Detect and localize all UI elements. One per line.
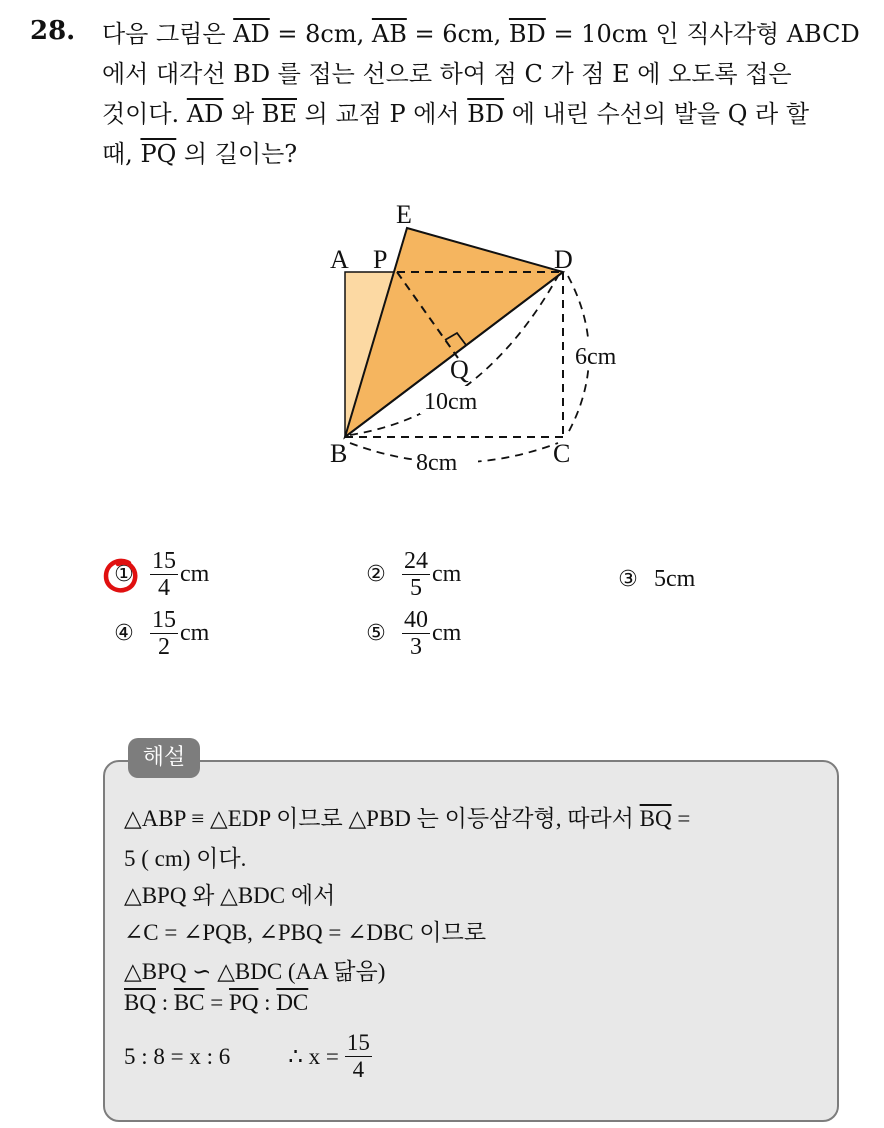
solution-tag: 해설: [128, 738, 200, 778]
question-number: 28.: [30, 16, 76, 46]
question-line-3: 것이다. $\overline{AD}$ 와 $\overline{BE}$ 의 교점 P 에서 $\overline{BD}$ 에 내린 수선의 발을 Q 라 할: [102, 100, 810, 128]
dimension-dc: 6cm: [575, 344, 617, 370]
solution-line-6: $\overline{BQ}$ : $\overline{BC} = \overline{PQ}$ : $\overline{DC}$: [124, 990, 309, 1015]
label-p: P: [373, 245, 388, 274]
solution-fraction: $\frac{15}{4}$: [346, 1030, 370, 1082]
question-line-2: 에서 대각선 BD 를 접는 선으로 하여 점 C 가 점 E 에 오도록 접은: [102, 60, 792, 88]
choice-fraction: $\frac{15}{4}$: [152, 548, 176, 601]
geometry-figure: [300, 190, 660, 490]
choice-number: ①: [114, 561, 134, 587]
label-d: D: [554, 245, 573, 274]
solution-line-7: 5 : 8 = x : 6 ∴ x = $\frac{15}{4}$: [124, 1030, 370, 1082]
question-text: [102, 14, 872, 174]
choice-fraction: $\frac{24}{5}$: [404, 548, 428, 601]
choice-fraction: $\frac{15}{2}$: [152, 607, 176, 660]
solution-line-3: △BPQ 와 △BDC 에서: [124, 883, 336, 908]
solution-line-2: 5 ( cm) 이다.: [124, 846, 247, 871]
answer-mark-circle: [101, 556, 141, 596]
solution-line-1: △ABP ≡ △EDP 이므로 △PBD 는 이등삼각형, 따라서 $\overline{BQ}$ =: [124, 806, 691, 831]
choice-number: ②: [366, 561, 386, 587]
rectangle-fold-diagram: [300, 190, 660, 490]
label-e: E: [396, 200, 412, 229]
choice-number: ③: [618, 566, 638, 592]
choice-number: ⑤: [366, 620, 386, 646]
choice-2[interactable]: ② $\frac{24}{5}$ cm: [364, 548, 461, 601]
question-line-1: 다음 그림은 $\overline{AD} = 8cm$, $\overline{AB} = 6cm$, $\overline{BD} = 10cm$ 인 직사각형 ABCD: [102, 20, 860, 48]
label-c: C: [553, 439, 571, 468]
question-line-4: 때, $\overline{PQ}$ 의 길이는?: [102, 140, 298, 168]
solution-line-5: △BPQ ∽ △BDC (AA 닮음): [124, 959, 386, 984]
choice-3[interactable]: ③ 5cm: [616, 566, 695, 593]
dimension-bc: 8cm: [416, 450, 458, 476]
choice-fraction: $\frac{40}{3}$: [404, 607, 428, 660]
choice-number: ④: [114, 620, 134, 646]
dimension-bd: 10cm: [424, 389, 478, 415]
label-b: B: [330, 439, 348, 468]
label-q: Q: [450, 355, 469, 384]
solution-line-4: ∠C = ∠PQB, ∠PBQ = ∠DBC 이므로: [124, 920, 487, 945]
choice-4[interactable]: ④ $\frac{15}{2}$ cm: [112, 607, 209, 660]
label-a: A: [330, 245, 349, 274]
choice-1[interactable]: ① $\frac{15}{4}$ cm: [112, 548, 209, 601]
choice-5[interactable]: ⑤ $\frac{40}{3}$ cm: [364, 607, 461, 660]
